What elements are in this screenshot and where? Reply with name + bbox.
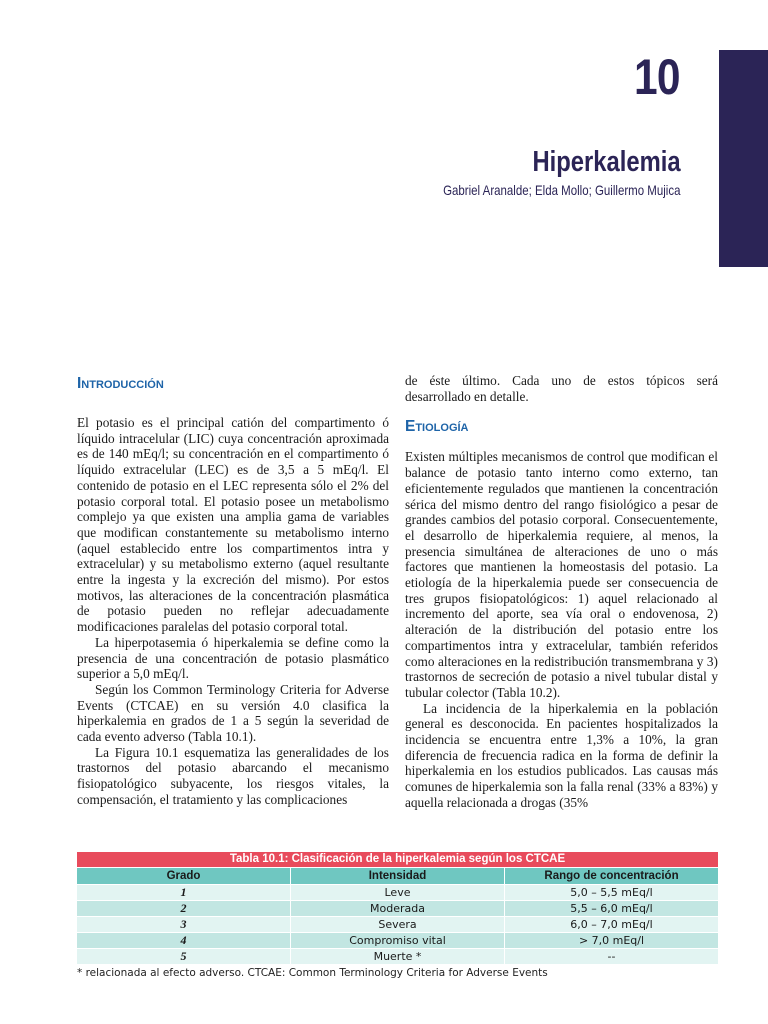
chapter-side-tab [719, 50, 768, 267]
cell-grado: 5 [77, 948, 291, 964]
chapter-authors: Gabriel Aranalde; Elda Mollo; Guillermo Mujica [442, 182, 680, 198]
table-footnote: * relacionada al efecto adverso. CTCAE: Common Terminology Criteria for Adverse Events [77, 967, 548, 979]
left-column [77, 374, 389, 808]
table-row [77, 884, 718, 900]
cell-grado: 2 [77, 900, 291, 916]
cell-grado: 3 [77, 916, 291, 932]
cell-rango: > 7,0 mEq/l [505, 932, 718, 948]
table-header-row [77, 867, 718, 884]
cell-grado: 4 [77, 932, 291, 948]
table-row [77, 932, 718, 948]
cell-intensidad: Moderada [291, 900, 505, 916]
cell-rango: -- [505, 948, 718, 964]
cell-intensidad: Compromiso vital [291, 932, 505, 948]
cell-grado: 1 [77, 884, 291, 900]
cell-rango: 6,0 – 7,0 mEq/l [505, 916, 718, 932]
cell-intensidad: Severa [291, 916, 505, 932]
intro-continuation-paragraph: de éste último. Cada uno de estos tópicos será desarrollado en detalle. [405, 373, 718, 404]
right-column [405, 373, 718, 811]
table-row [77, 900, 718, 916]
intro-paragraph: Según los Common Terminology Criteria for Adverse Events (CTCAE) en su versión 4.0 clasifica la hiperkalemia en grados de 1 a 5 según la severidad de cada evento adverso (Tabla 10.1). [77, 681, 389, 745]
etiologia-paragraph: La incidencia de la hiperkalemia en la población general es desconocida. En pacientes hospitalizados la incidencia se encuentra entre 1,3% a 10%, la gran diferencia de frecuencia radica en la forma de definir la hiperkalemia en los estudios publicados. Las causas más comunes de hiperkalemia son la falla renal (33% a 83%) y aquella relacionada a drogas (35% [405, 700, 718, 810]
table-10-1 [77, 852, 718, 980]
section-heading-introduccion: Introducción [77, 375, 164, 392]
intro-paragraph: La hiperpotasemia ó hiperkalemia se define como la presencia de una concentración de potasio plasmático superior a 5,0 mEq/l. [77, 634, 389, 682]
table-row [77, 916, 718, 932]
ctcae-table [77, 852, 718, 964]
table-header-grado: Grado [77, 867, 291, 884]
cell-intensidad: Muerte * [291, 948, 505, 964]
section-heading-etiologia: Etiología [405, 418, 469, 436]
etiologia-paragraph: Existen múltiples mecanismos de control que modifican el balance de potasio tanto interno como externo, tan eficientemente regulados que mantienen la concentración sérica del mismo dentro del rango fisiológico a pesar de grandes cambios del potasio corporal. Consecuentemente, el desarrollo de hiperkalemia requiere, al menos, la presencia simultánea de alteraciones de uno o más factores que mantienen la homeostasis del potasio. La etiología de la hiperkalemia puede ser consecuencia de tres grupos fisiopatológicos: 1) aquel relacionado al incremento del aporte, sea vía oral o endovenosa, 2) alteración de la distribución del potasio entre los compartimentos intra y extracelular, también referidos como alteraciones en la redistribución transmembrana y 3) trastornos de secreción de potasio a nivel tubular distal y tubular colector (Tabla 10.2). [405, 449, 718, 700]
intro-paragraph: El potasio es el principal catión del compartimento ó líquido intracelular (LIC) cuya concentración aproximada es de 140 mEq/l; su concentración en el compartimento ó líquido extracelular (LEC) es de 3,5 a 5 mEq/l. El contenido de potasio en el LEC representa sólo el 2% del potasio corporal total. El potasio posee un metabolismo complejo ya que existen una amplia gama de variables que modifican constantemente su metabolismo interno (aquel establecido entre los compartimentos intra y extracelular) y su metabolismo externo (aquel resultante entre la ingesta y la excreción del mismo). Por estos motivos, las alteraciones de la concentración plasmática de potasio pueden no reflejar adecuadamente modificaciones paralelas del potasio corporal total. [77, 415, 389, 635]
chapter-title: Hiperkalemia [532, 146, 681, 178]
table-header-intensidad: Intensidad [291, 867, 505, 884]
chapter-number: 10 [634, 49, 680, 105]
cell-rango: 5,0 – 5,5 mEq/l [505, 884, 718, 900]
table-caption: Tabla 10.1: Clasificación de la hiperkalemia según los CTCAE [77, 852, 718, 867]
table-header-rango: Rango de concentración [505, 867, 718, 884]
table-row [77, 948, 718, 964]
intro-paragraph: La Figura 10.1 esquematiza las generalidades de los trastornos del potasio abarcando el mecanismo fisiopatológico subyacente, los riesgos vitales, la compensación, el tratamiento y las complicaciones [77, 744, 389, 807]
cell-intensidad: Leve [291, 884, 505, 900]
cell-rango: 5,5 – 6,0 mEq/l [505, 900, 718, 916]
